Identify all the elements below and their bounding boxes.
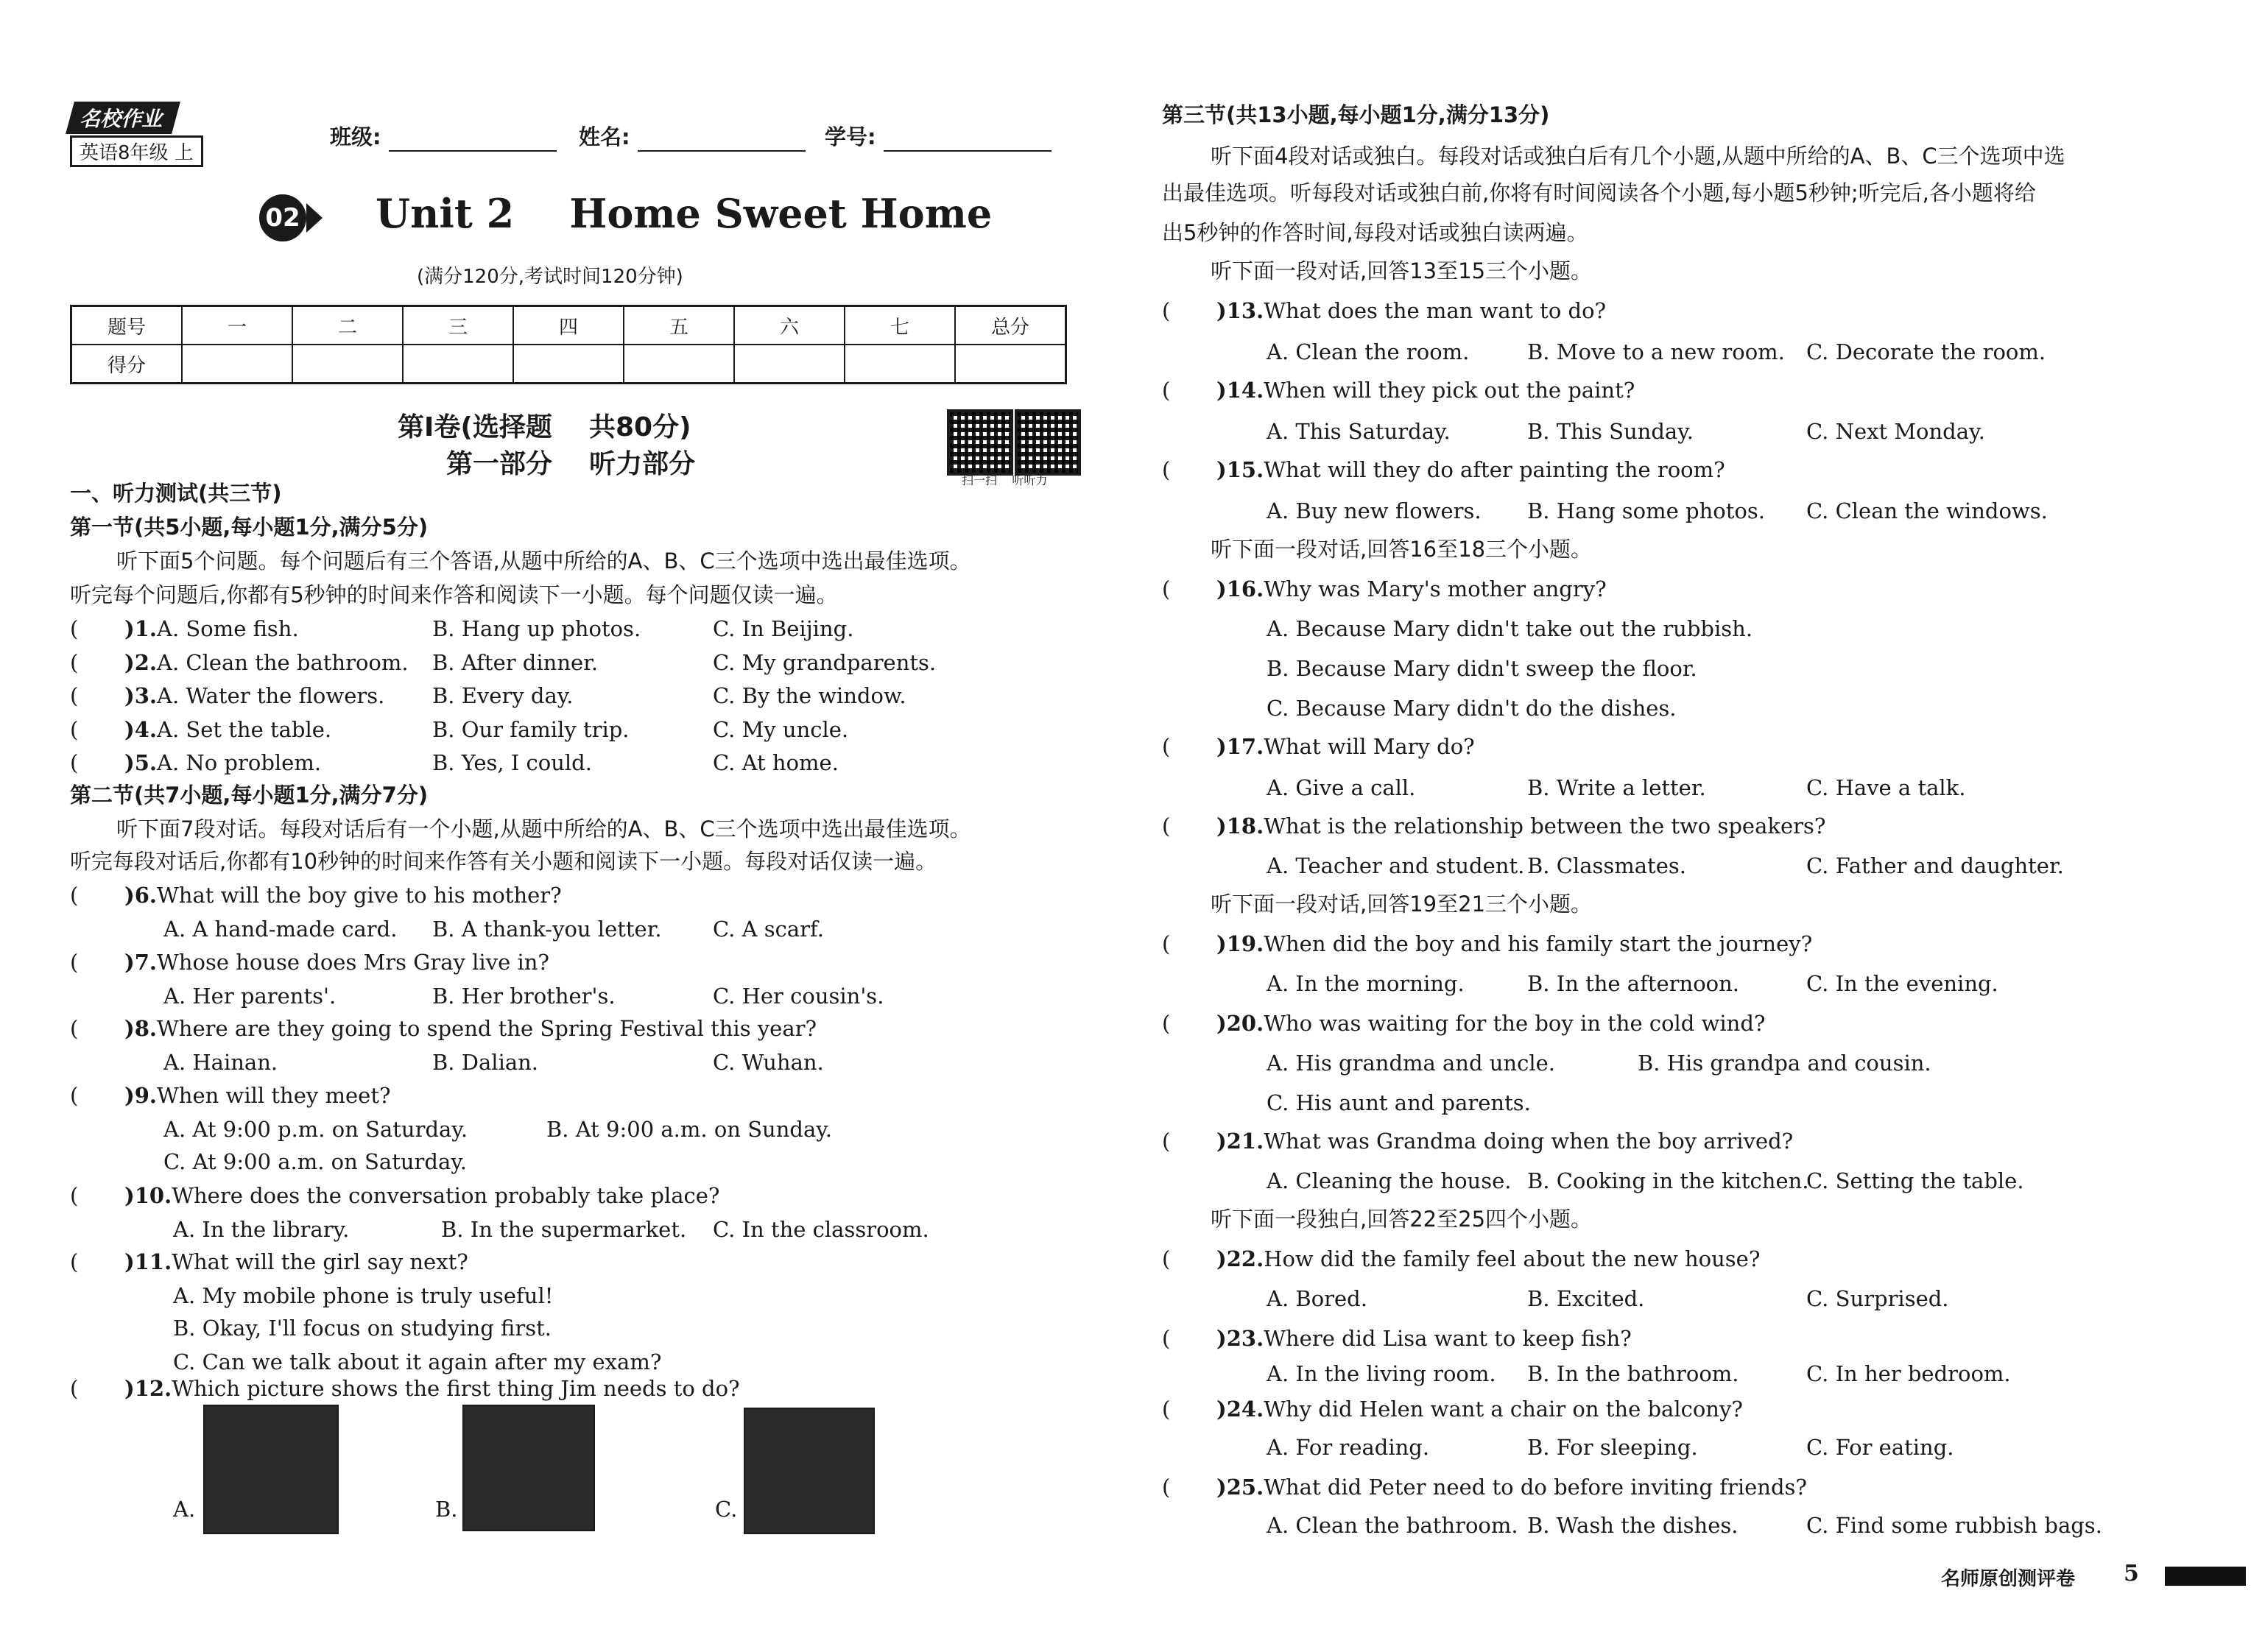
score-cell[interactable]: [955, 345, 1066, 384]
option-a: A. Clean the bathroom.: [1267, 1513, 1518, 1538]
option-c: C. By the window.: [713, 683, 906, 708]
question-number: )1.: [124, 616, 157, 641]
question-7: [70, 947, 549, 977]
question-number: )15.: [1216, 457, 1264, 482]
class-label: 班级:: [330, 124, 381, 149]
option-c: C. Setting the table.: [1806, 1168, 2024, 1193]
exam-info: (满分120分,考试时间120分钟): [417, 266, 683, 288]
answer-paren[interactable]: (: [70, 717, 79, 742]
score-cell[interactable]: [845, 345, 955, 384]
option-b: B. His grandpa and cousin.: [1638, 1051, 1931, 1076]
sec3-instr3: 出5秒钟的作答时间,每段对话或独白读两遍。: [1162, 220, 1588, 245]
question-23: [1162, 1324, 1632, 1353]
option-a: A. At 9:00 p.m. on Saturday.: [163, 1117, 468, 1142]
question-number: )14.: [1216, 378, 1264, 403]
option-c: C. Her cousin's.: [713, 984, 884, 1009]
option-c: C. Because Mary didn't do the dishes.: [1267, 696, 1677, 721]
question-number: )3.: [124, 683, 157, 708]
score-header-cell: 二: [292, 306, 403, 345]
picture-b[interactable]: [462, 1405, 595, 1531]
name-field: [579, 122, 806, 152]
picture-a[interactable]: [203, 1405, 339, 1534]
question-14: [1162, 375, 1635, 405]
question-8: [70, 1014, 817, 1043]
question-5: [70, 748, 321, 777]
question-text: When will they pick out the paint?: [1264, 378, 1635, 403]
answer-paren[interactable]: (: [1162, 1011, 1171, 1036]
option-b: B. Move to a new room.: [1527, 339, 1785, 364]
option-c: C. Decorate the room.: [1806, 339, 2046, 364]
answer-paren[interactable]: (: [70, 950, 79, 975]
answer-paren[interactable]: (: [1162, 378, 1171, 403]
option-a: A. Give a call.: [1267, 775, 1416, 800]
question-number: )7.: [124, 950, 157, 975]
question-24: [1162, 1394, 1743, 1424]
question-number: )17.: [1216, 734, 1264, 759]
answer-paren[interactable]: (: [1162, 1475, 1171, 1500]
option-a: A. Bored.: [1267, 1286, 1367, 1311]
question-20: [1162, 1009, 1765, 1038]
sec2-title: 第二节(共7小题,每小题1分,满分7分): [70, 783, 429, 808]
question-number: )5.: [124, 750, 157, 775]
picture-c[interactable]: [744, 1408, 875, 1534]
class-field: [330, 122, 557, 152]
score-header-cell: 三: [403, 306, 513, 345]
question-text: Why was Mary's mother angry?: [1264, 576, 1607, 601]
option-a: A. In the living room.: [1267, 1361, 1496, 1386]
option-b: B. Write a letter.: [1527, 775, 1706, 800]
option-b: B. In the bathroom.: [1527, 1361, 1739, 1386]
unit-badge-group: [259, 194, 323, 241]
unit-number-badge: 02: [259, 194, 306, 241]
answer-paren[interactable]: (: [1162, 813, 1171, 839]
question-number: )11.: [124, 1249, 172, 1274]
option-c: C. At home.: [713, 750, 839, 775]
answer-paren[interactable]: (: [70, 1016, 79, 1041]
question-number: )10.: [124, 1183, 172, 1208]
score-cell[interactable]: [403, 345, 513, 384]
score-header-cell: 七: [845, 306, 955, 345]
question-text: What will the girl say next?: [172, 1249, 468, 1274]
answer-paren[interactable]: (: [70, 1083, 79, 1108]
option-b: B. Hang up photos.: [432, 616, 641, 641]
question-text: When will they meet?: [157, 1083, 391, 1108]
page-edge-bar: [2165, 1567, 2246, 1586]
footer-brand: 名师原创测评卷: [1941, 1568, 2076, 1590]
option-a: A. Cleaning the house.: [1267, 1168, 1512, 1193]
option-c: C. His aunt and parents.: [1267, 1090, 1531, 1115]
score-cell[interactable]: [513, 345, 624, 384]
score-table-score-row: [71, 345, 1066, 384]
score-header-cell: 题号: [71, 306, 183, 345]
option-c: C. In her bedroom.: [1806, 1361, 2011, 1386]
answer-paren[interactable]: (: [70, 1249, 79, 1274]
option-b: B. Her brother's.: [432, 984, 616, 1009]
option-b: B. Excited.: [1527, 1286, 1645, 1311]
option-a: A. For reading.: [1267, 1435, 1430, 1460]
question-number: )23.: [1216, 1326, 1264, 1351]
option-b: B. Hang some photos.: [1527, 498, 1765, 523]
option-a: A. In the morning.: [1267, 971, 1465, 996]
question-number: )4.: [124, 717, 157, 742]
option-a: A. Clean the bathroom.: [157, 650, 409, 675]
option-c: C. Can we talk about it again after my exam?: [173, 1349, 662, 1374]
question-number: )12.: [124, 1376, 172, 1401]
question-text: Who was waiting for the boy in the cold wind?: [1264, 1011, 1766, 1036]
sec1-instr2: 听完每个问题后,你都有5秒钟的时间来作答和阅读下一小题。每个问题仅读一遍。: [70, 582, 838, 607]
question-number: )22.: [1216, 1246, 1264, 1271]
page-number: 5: [2124, 1561, 2139, 1586]
question-number: )8.: [124, 1016, 157, 1041]
question-number: )16.: [1216, 576, 1264, 601]
option-c: C. Clean the windows.: [1806, 498, 2048, 523]
option-a: A. Teacher and student.: [1267, 853, 1525, 878]
option-a: A. No problem.: [157, 750, 322, 775]
question-10: [70, 1181, 719, 1210]
question-11: [70, 1247, 468, 1277]
score-header-cell: 五: [624, 306, 734, 345]
option-b: B. In the supermarket.: [441, 1217, 687, 1242]
picture-c-label: C.: [715, 1497, 738, 1522]
picture-b-label: B.: [435, 1497, 458, 1522]
option-a: A. Set the table.: [157, 717, 332, 742]
option-b: B. Because Mary didn't sweep the floor.: [1267, 656, 1697, 681]
question-number: )6.: [124, 883, 157, 908]
score-header-cell: 六: [734, 306, 845, 345]
question-2: [70, 648, 409, 677]
dialogue-intro-3: 听下面一段对话,回答19至21三个小题。: [1211, 892, 1593, 917]
option-b: B. Cooking in the kitchen.: [1527, 1168, 1809, 1193]
option-a: A. My mobile phone is truly useful!: [173, 1283, 554, 1308]
question-number: )21.: [1216, 1129, 1264, 1154]
name-label: 姓名:: [579, 124, 630, 149]
option-b: B. After dinner.: [432, 650, 599, 675]
question-13: [1162, 296, 1606, 325]
option-c: C. At 9:00 a.m. on Saturday.: [163, 1149, 467, 1174]
score-row-label: 得分: [71, 345, 183, 384]
option-a: A. In the library.: [173, 1217, 350, 1242]
option-c: C. In the classroom.: [713, 1217, 929, 1242]
question-text: Where did Lisa want to keep fish?: [1264, 1326, 1632, 1351]
sec3-instr2: 出最佳选项。听每段对话或独白前,你将有时间阅读各个小题,每小题5秒钟;听完后,各小题将给: [1162, 180, 2036, 205]
question-number: )24.: [1216, 1397, 1264, 1422]
qr-code-2[interactable]: [1015, 409, 1081, 476]
score-cell[interactable]: [292, 345, 403, 384]
question-6: [70, 880, 562, 910]
option-b: B. At 9:00 a.m. on Sunday.: [546, 1117, 833, 1142]
option-a: A. Buy new flowers.: [1267, 498, 1482, 523]
question-text: Where does the conversation probably take place?: [172, 1183, 720, 1208]
option-c: C. My grandparents.: [713, 650, 937, 675]
answer-paren[interactable]: (: [1162, 931, 1171, 956]
question-number: )25.: [1216, 1475, 1264, 1500]
id-blank[interactable]: [884, 128, 1052, 152]
id-label: 学号:: [825, 124, 876, 149]
question-25: [1162, 1472, 1807, 1502]
question-number: )2.: [124, 650, 157, 675]
sec2-instr1: 听下面7段对话。每段对话后有一个小题,从题中所给的A、B、C三个选项中选出最佳选项。: [116, 816, 971, 841]
answer-paren[interactable]: (: [1162, 576, 1171, 601]
brand-top-label: 名校作业: [66, 102, 180, 134]
question-text: Where are they going to spend the Spring Festival this year?: [157, 1016, 817, 1041]
option-c: C. In Beijing.: [713, 616, 854, 641]
unit-title: Unit 2 Home Sweet Home: [376, 190, 993, 237]
question-text: How did the family feel about the new house?: [1264, 1246, 1761, 1271]
option-c: C. Have a talk.: [1806, 775, 1966, 800]
question-number: )9.: [124, 1083, 157, 1108]
answer-paren[interactable]: (: [70, 1376, 79, 1401]
volume-title: 第Ⅰ卷(选择题 共80分): [398, 412, 691, 442]
option-a: A. Water the flowers.: [157, 683, 385, 708]
option-b: B. Every day.: [432, 683, 574, 708]
class-blank[interactable]: [389, 128, 557, 152]
option-a: A. Some fish.: [157, 616, 299, 641]
option-a: A. Because Mary didn't take out the rubbish.: [1267, 616, 1753, 641]
brand-bottom-label: 英语8年级 上: [70, 135, 203, 167]
score-header-cell: 一: [182, 306, 292, 345]
option-c: C. A scarf.: [713, 917, 824, 942]
question-17: [1162, 732, 1475, 761]
answer-paren[interactable]: (: [1162, 1326, 1171, 1351]
answer-paren[interactable]: (: [70, 883, 79, 908]
option-c: C. Father and daughter.: [1806, 853, 2064, 878]
option-c: C. Next Monday.: [1806, 419, 1985, 444]
arrow-icon: [306, 203, 323, 233]
brand-logo: [70, 102, 176, 134]
option-a: A. His grandma and uncle.: [1267, 1051, 1556, 1076]
question-number: )18.: [1216, 813, 1264, 839]
option-b: B. Wash the dishes.: [1527, 1513, 1739, 1538]
question-19: [1162, 929, 1812, 959]
question-18: [1162, 811, 1825, 841]
option-a: A. Her parents'.: [163, 984, 337, 1009]
option-b: B. Classmates.: [1527, 853, 1686, 878]
question-9: [70, 1081, 391, 1110]
question-text: What will Mary do?: [1264, 734, 1475, 759]
question-text: Which picture shows the first thing Jim needs to do?: [172, 1376, 740, 1401]
question-21: [1162, 1126, 1793, 1156]
dialogue-intro-1: 听下面一段对话,回答13至15三个小题。: [1211, 258, 1593, 283]
option-a: A. A hand-made card.: [163, 917, 398, 942]
answer-paren[interactable]: (: [70, 750, 79, 775]
score-cell[interactable]: [734, 345, 845, 384]
score-cell[interactable]: [182, 345, 292, 384]
answer-paren[interactable]: (: [1162, 457, 1171, 482]
score-table: [70, 305, 1067, 384]
option-a: A. This Saturday.: [1267, 419, 1451, 444]
sec2-instr2: 听完每段对话后,你都有10秒钟的时间来作答有关小题和阅读下一小题。每段对话仅读一遍。: [70, 849, 937, 874]
score-header-cell: 总分: [955, 306, 1066, 345]
question-number: )20.: [1216, 1011, 1264, 1036]
option-c: C. In the evening.: [1806, 971, 1998, 996]
sec3-instr1: 听下面4段对话或独白。每段对话或独白后有几个小题,从题中所给的A、B、C三个选项中选: [1211, 144, 2065, 169]
score-header-cell: 四: [513, 306, 624, 345]
sec1-instr1: 听下面5个问题。每个问题后有三个答语,从题中所给的A、B、C三个选项中选出最佳选项。: [116, 548, 971, 573]
option-c: C. My uncle.: [713, 717, 849, 742]
picture-a-label: A.: [173, 1497, 196, 1522]
option-b: B. A thank-you letter.: [432, 917, 662, 942]
answer-paren[interactable]: (: [1162, 1397, 1171, 1422]
score-cell[interactable]: [624, 345, 734, 384]
sec1-title: 第一节(共5小题,每小题1分,满分5分): [70, 515, 429, 540]
question-text: Whose house does Mrs Gray live in?: [157, 950, 549, 975]
answer-paren[interactable]: (: [1162, 1246, 1171, 1271]
option-c: C. Find some rubbish bags.: [1806, 1513, 2102, 1538]
option-c: C. Wuhan.: [713, 1050, 824, 1075]
question-text: What will the boy give to his mother?: [157, 883, 562, 908]
option-c: C. Surprised.: [1806, 1286, 1949, 1311]
answer-paren[interactable]: (: [70, 616, 79, 641]
option-b: B. Yes, I could.: [432, 750, 592, 775]
question-22: [1162, 1244, 1760, 1274]
question-1: [70, 614, 299, 643]
dialogue-intro-2: 听下面一段对话,回答16至18三个小题。: [1211, 537, 1593, 562]
question-16: [1162, 574, 1607, 604]
section1-title: 一、听力测试(共三节): [70, 481, 282, 506]
answer-paren[interactable]: (: [70, 650, 79, 675]
answer-paren[interactable]: (: [70, 1183, 79, 1208]
sec3-title: 第三节(共13小题,每小题1分,满分13分): [1162, 102, 1550, 127]
score-table-header-row: [71, 306, 1066, 345]
question-text: What did Peter need to do before inviting friends?: [1264, 1475, 1807, 1500]
question-text: What does the man want to do?: [1264, 298, 1607, 323]
answer-paren[interactable]: (: [1162, 298, 1171, 323]
option-b: B. In the afternoon.: [1527, 971, 1740, 996]
question-text: What was Grandma doing when the boy arrived?: [1264, 1129, 1794, 1154]
id-field: [825, 122, 1052, 152]
option-b: B. Our family trip.: [432, 717, 630, 742]
option-a: A. Clean the room.: [1267, 339, 1470, 364]
question-text: What is the relationship between the two speakers?: [1264, 813, 1826, 839]
question-text: Why did Helen want a chair on the balcony?: [1264, 1397, 1743, 1422]
question-15: [1162, 455, 1725, 484]
answer-paren[interactable]: (: [1162, 734, 1171, 759]
question-3: [70, 681, 384, 710]
option-a: A. Hainan.: [163, 1050, 278, 1075]
question-12: [70, 1374, 740, 1403]
question-number: )19.: [1216, 931, 1264, 956]
qr-caption: 扫一扫 听听力: [962, 473, 1048, 487]
name-blank[interactable]: [638, 128, 806, 152]
question-4: [70, 715, 331, 744]
option-b: B. This Sunday.: [1527, 419, 1694, 444]
question-text: When did the boy and his family start the journey?: [1264, 931, 1813, 956]
option-b: B. Dalian.: [432, 1050, 539, 1075]
answer-paren[interactable]: (: [1162, 1129, 1171, 1154]
part-title: 第一部分 听力部分: [446, 449, 696, 479]
monologue-intro-4: 听下面一段独白,回答22至25四个小题。: [1211, 1207, 1593, 1232]
question-number: )13.: [1216, 298, 1264, 323]
option-b: B. For sleeping.: [1527, 1435, 1698, 1460]
question-text: What will they do after painting the room?: [1264, 457, 1725, 482]
qr-code-1[interactable]: [947, 409, 1013, 476]
option-b: B. Okay, I'll focus on studying first.: [173, 1316, 552, 1341]
answer-paren[interactable]: (: [70, 683, 79, 708]
option-c: C. For eating.: [1806, 1435, 1954, 1460]
